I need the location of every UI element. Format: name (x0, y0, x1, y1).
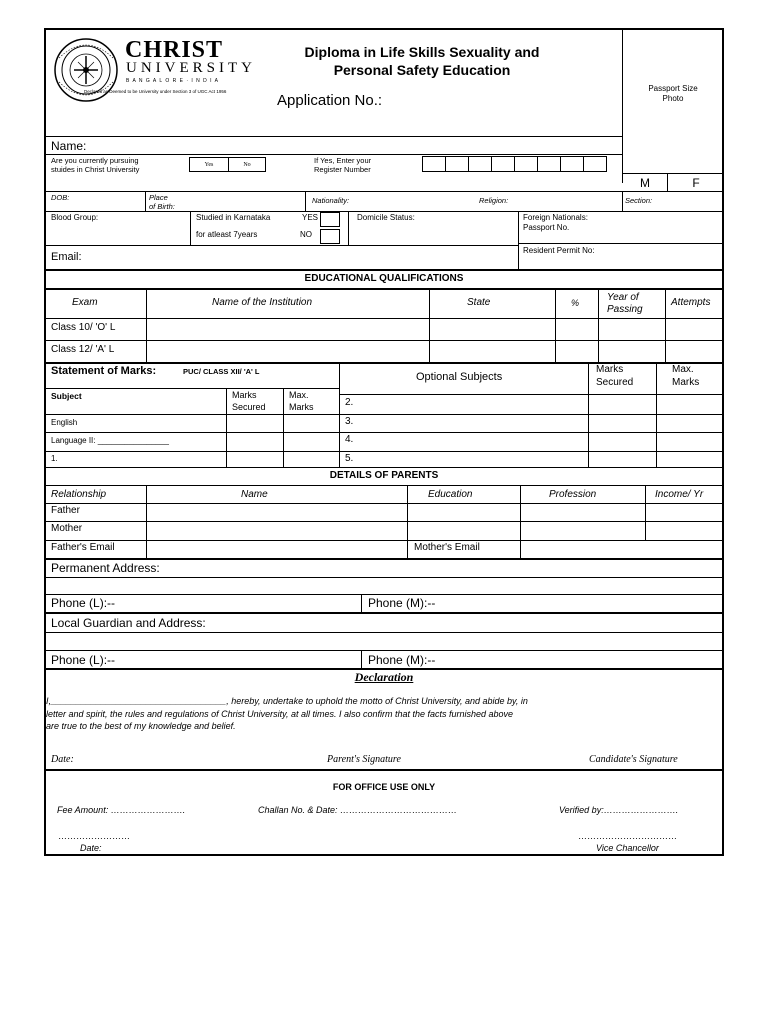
optional-number: 2. (345, 397, 354, 408)
parents-col-relationship: Relationship (51, 489, 107, 500)
form-title-line1: Diploma in Life Skills Sexuality and (304, 44, 540, 60)
subject-english: English (51, 418, 78, 427)
name-field[interactable] (100, 137, 620, 153)
foreign-label-line2: Passport No. (523, 223, 570, 232)
name-label: Name: (51, 139, 87, 153)
parent-signature-label: Parent's Signature (327, 754, 401, 765)
declaration-line1: I,___________________________________, hereby, undertake to uphold the motto of Christ University, and abide by, in (46, 696, 528, 706)
opt-marks-secured-line1: Marks (596, 364, 624, 375)
university-sub: UNIVERSITY (126, 60, 256, 76)
register-box[interactable] (583, 156, 607, 172)
permanent-phone-m: Phone (M):-- (368, 596, 436, 610)
edu-col-year-line1: Year of (607, 292, 639, 303)
parents-row-father: Father (51, 505, 80, 516)
vice-chancellor-label: Vice Chancellor (596, 843, 659, 853)
parents-section-title: DETAILS OF PARENTS (329, 470, 439, 481)
candidate-signature-label: Candidate's Signature (589, 754, 678, 765)
edu-col-state: State (467, 297, 491, 308)
core-max-marks-line2: Marks (289, 402, 314, 412)
subject-label: Subject (51, 391, 82, 401)
deemed-text: Declared as Deemed to be University under Section 3 of UGC Act 1956 (84, 89, 227, 94)
office-date-dots: …………………… (58, 831, 130, 841)
no-label: No (243, 162, 251, 168)
register-box[interactable] (514, 156, 538, 172)
edu-col-attempts: Attempts (671, 297, 711, 308)
subject-other: 1. (51, 454, 58, 463)
permanent-address-label: Permanent Address: (51, 561, 160, 575)
parents-col-name: Name (241, 489, 268, 500)
statement-sub: PUC/ CLASS XII/ 'A' L (183, 367, 260, 376)
optional-subjects-label: Optional Subjects (416, 371, 503, 383)
parents-col-profession: Profession (549, 489, 597, 500)
father-email-label: Father's Email (51, 542, 115, 553)
core-max-marks-line1: Max. (289, 390, 309, 400)
studied-label-line1: Studied in Karnataka (196, 213, 271, 222)
female-option[interactable]: F (692, 176, 700, 190)
blood-group-label: Blood Group: (51, 213, 99, 222)
university-name: CHRIST (125, 37, 224, 63)
email-label: Email: (51, 251, 82, 263)
challan-label: Challan No. & Date: ………………………………… (258, 805, 458, 815)
fee-amount-label: Fee Amount: ……………………. (57, 805, 186, 815)
place-label-line2: of Birth: (149, 202, 175, 211)
foreign-label-line1: Foreign Nationals: (523, 213, 588, 222)
pursuing-label-line1: Are you currently pursuing (51, 156, 139, 165)
section-label: Section: (625, 196, 653, 205)
statement-label: Statement of Marks: (51, 365, 157, 377)
form-title-line2: Personal Safety Education (333, 62, 511, 78)
university-location: B A N G A L O R E · I N D I A (126, 78, 220, 84)
photo-label-line1: Passport Size (648, 84, 698, 93)
register-box[interactable] (537, 156, 561, 172)
office-use-title: FOR OFFICE USE ONLY (332, 782, 436, 792)
nationality-label: Nationality: (312, 196, 350, 205)
mother-email-label: Mother's Email (414, 542, 480, 553)
male-option[interactable]: M (640, 176, 650, 190)
education-section-title: EDUCATIONAL QUALIFICATIONS (304, 273, 464, 284)
register-box[interactable] (468, 156, 492, 172)
edu-col-percent: % (571, 298, 580, 308)
guardian-phone-l: Phone (L):-- (51, 653, 116, 667)
studied-label-line2: for atleast 7years (196, 230, 258, 239)
edu-col-exam: Exam (72, 297, 98, 308)
register-label-line1: If Yes, Enter your (314, 156, 372, 165)
core-marks-secured-line1: Marks (232, 390, 257, 400)
permanent-phone-l: Phone (L):-- (51, 596, 116, 610)
studied-no-label: NO (300, 230, 312, 239)
guardian-address-label: Local Guardian and Address: (51, 616, 206, 630)
register-box[interactable] (445, 156, 469, 172)
optional-number: 5. (345, 453, 354, 464)
edu-row-class12: Class 12/ 'A' L (51, 344, 115, 355)
edu-row-class10: Class 10/ 'O' L (51, 322, 116, 333)
office-date-label: Date: (80, 843, 102, 853)
vc-dots: …………………………… (578, 831, 677, 841)
religion-label: Religion: (479, 196, 509, 205)
resident-permit-label: Resident Permit No: (523, 246, 595, 255)
studied-yes-label: YES (302, 213, 319, 222)
verified-by-label: Verified by:……………………. (559, 805, 679, 815)
register-label-line2: Register Number (314, 165, 371, 174)
parents-row-mother: Mother (51, 523, 83, 534)
declaration-line2: letter and spirit, the rules and regulations of Christ University, at all times. I also confirm that the facts furnished above (46, 709, 514, 719)
pursuing-label-line2: stuides in Christ University (51, 165, 140, 174)
optional-number: 3. (345, 416, 354, 427)
parents-col-education: Education (428, 489, 473, 500)
guardian-phone-m: Phone (M):-- (368, 653, 436, 667)
subject-language: Language II: ________________ (51, 436, 169, 445)
application-no-label: Application No.: (277, 92, 383, 109)
declaration-line3: are true to the best of my knowledge and belief. (46, 721, 236, 731)
domicile-label: Domicile Status: (357, 213, 415, 222)
photo-label-line2: Photo (662, 94, 684, 103)
edu-col-institution: Name of the Institution (212, 297, 313, 308)
edu-col-year-line2: Passing (607, 304, 643, 315)
register-box[interactable] (560, 156, 584, 172)
dob-label: DOB: (51, 193, 70, 202)
optional-number: 4. (345, 434, 354, 445)
opt-max-marks-line1: Max. (672, 364, 694, 375)
declaration-date-label: Date: (51, 754, 74, 765)
studied-no-box[interactable] (320, 229, 340, 244)
yes-label: Yes (204, 162, 214, 168)
parents-col-income: Income/ Yr (655, 489, 704, 500)
declaration-title: Declaration (354, 670, 414, 684)
email-field[interactable] (95, 246, 515, 268)
core-marks-secured-line2: Secured (232, 402, 266, 412)
place-label-line1: Place (149, 193, 168, 202)
studied-yes-box[interactable] (320, 212, 340, 227)
opt-max-marks-line2: Marks (672, 377, 700, 388)
opt-marks-secured-line2: Secured (596, 377, 634, 388)
register-box[interactable] (422, 156, 446, 172)
register-box[interactable] (491, 156, 515, 172)
